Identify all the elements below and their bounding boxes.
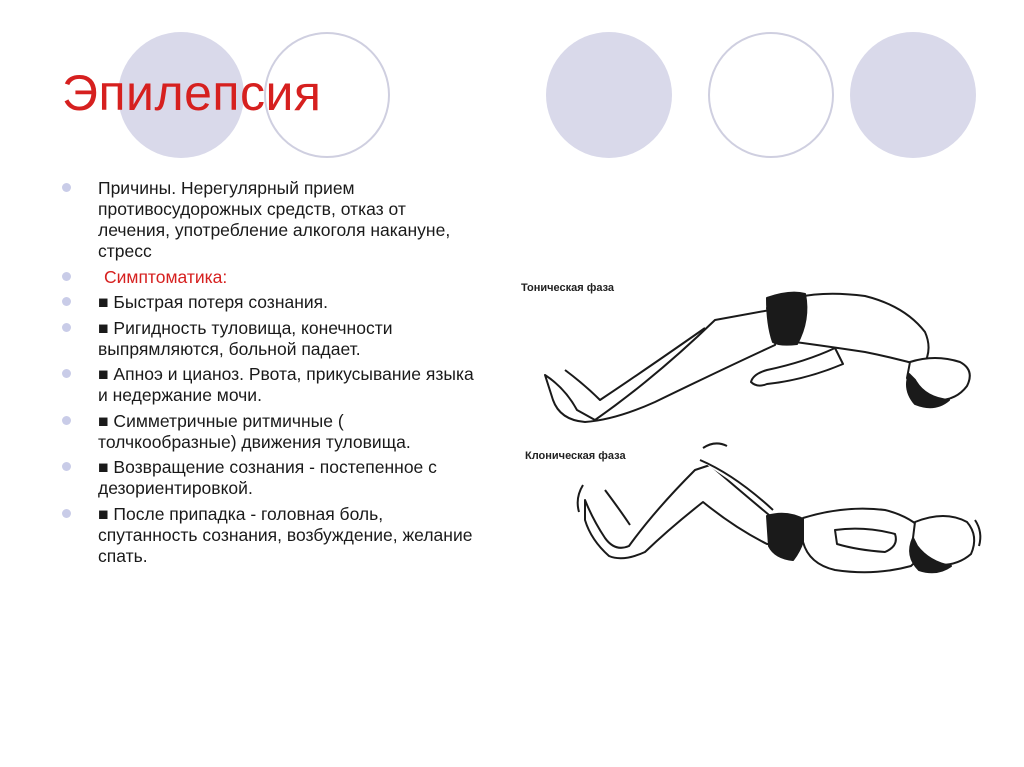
slide-title: Эпилепсия (62, 65, 322, 121)
decor-circle-ring-2 (708, 32, 834, 158)
bullet-text: ■ Быстрая потеря сознания. (98, 292, 328, 312)
bullet-text: ■ Апноэ и цианоз. Рвота, прикусывание языка и недержание мочи. (98, 364, 474, 405)
bullet-text: ■ После припадка - головная боль, спутанность сознания, возбуждение, желание спать. (98, 503, 473, 566)
bullet-dot (62, 297, 71, 306)
bullet-dot (62, 323, 71, 332)
bullet-list (60, 178, 480, 571)
figure-drawing (505, 270, 985, 600)
bullet-dot (62, 416, 71, 425)
bullet-text: Причины. Нерегулярный прием противосудорожных средств, отказ от лечения, употребление алкоголя накануне, стресс (98, 178, 451, 261)
bullet-after-seizure (60, 504, 480, 567)
bullet-dot (62, 183, 71, 192)
bullet-return-consciousness (60, 457, 480, 499)
bullet-rhythmic-movements (60, 411, 480, 453)
clonic-phase-label: Клоническая фаза (525, 450, 626, 462)
bullet-symptoms-heading (60, 267, 480, 288)
bullet-text: ■ Ригидность туловища, конечности выпрямляются, больной падает. (98, 317, 393, 359)
bullet-text: Симптоматика: (104, 266, 228, 287)
tonic-phase-figure (545, 293, 970, 422)
bullet-causes (60, 178, 480, 262)
bullet-apnea (60, 364, 480, 406)
bullet-dot (62, 509, 71, 518)
bullet-rigidity (60, 318, 480, 360)
bullet-dot (62, 272, 71, 281)
seizure-phases-illustration (505, 270, 985, 600)
decor-circle-filled-2 (546, 32, 672, 158)
bullet-dot (62, 462, 71, 471)
bullet-loss-of-consciousness (60, 292, 480, 313)
tonic-phase-label: Тоническая фаза (521, 282, 615, 294)
bullet-dot (62, 369, 71, 378)
clonic-phase-figure (578, 443, 981, 572)
decor-circle-filled-3 (850, 32, 976, 158)
bullet-text: ■ Возвращение сознания - постепенное с дезориентировкой. (98, 457, 437, 498)
bullet-text: ■ Симметричные ритмичные ( толчкообразные) движения туловища. (98, 410, 411, 452)
